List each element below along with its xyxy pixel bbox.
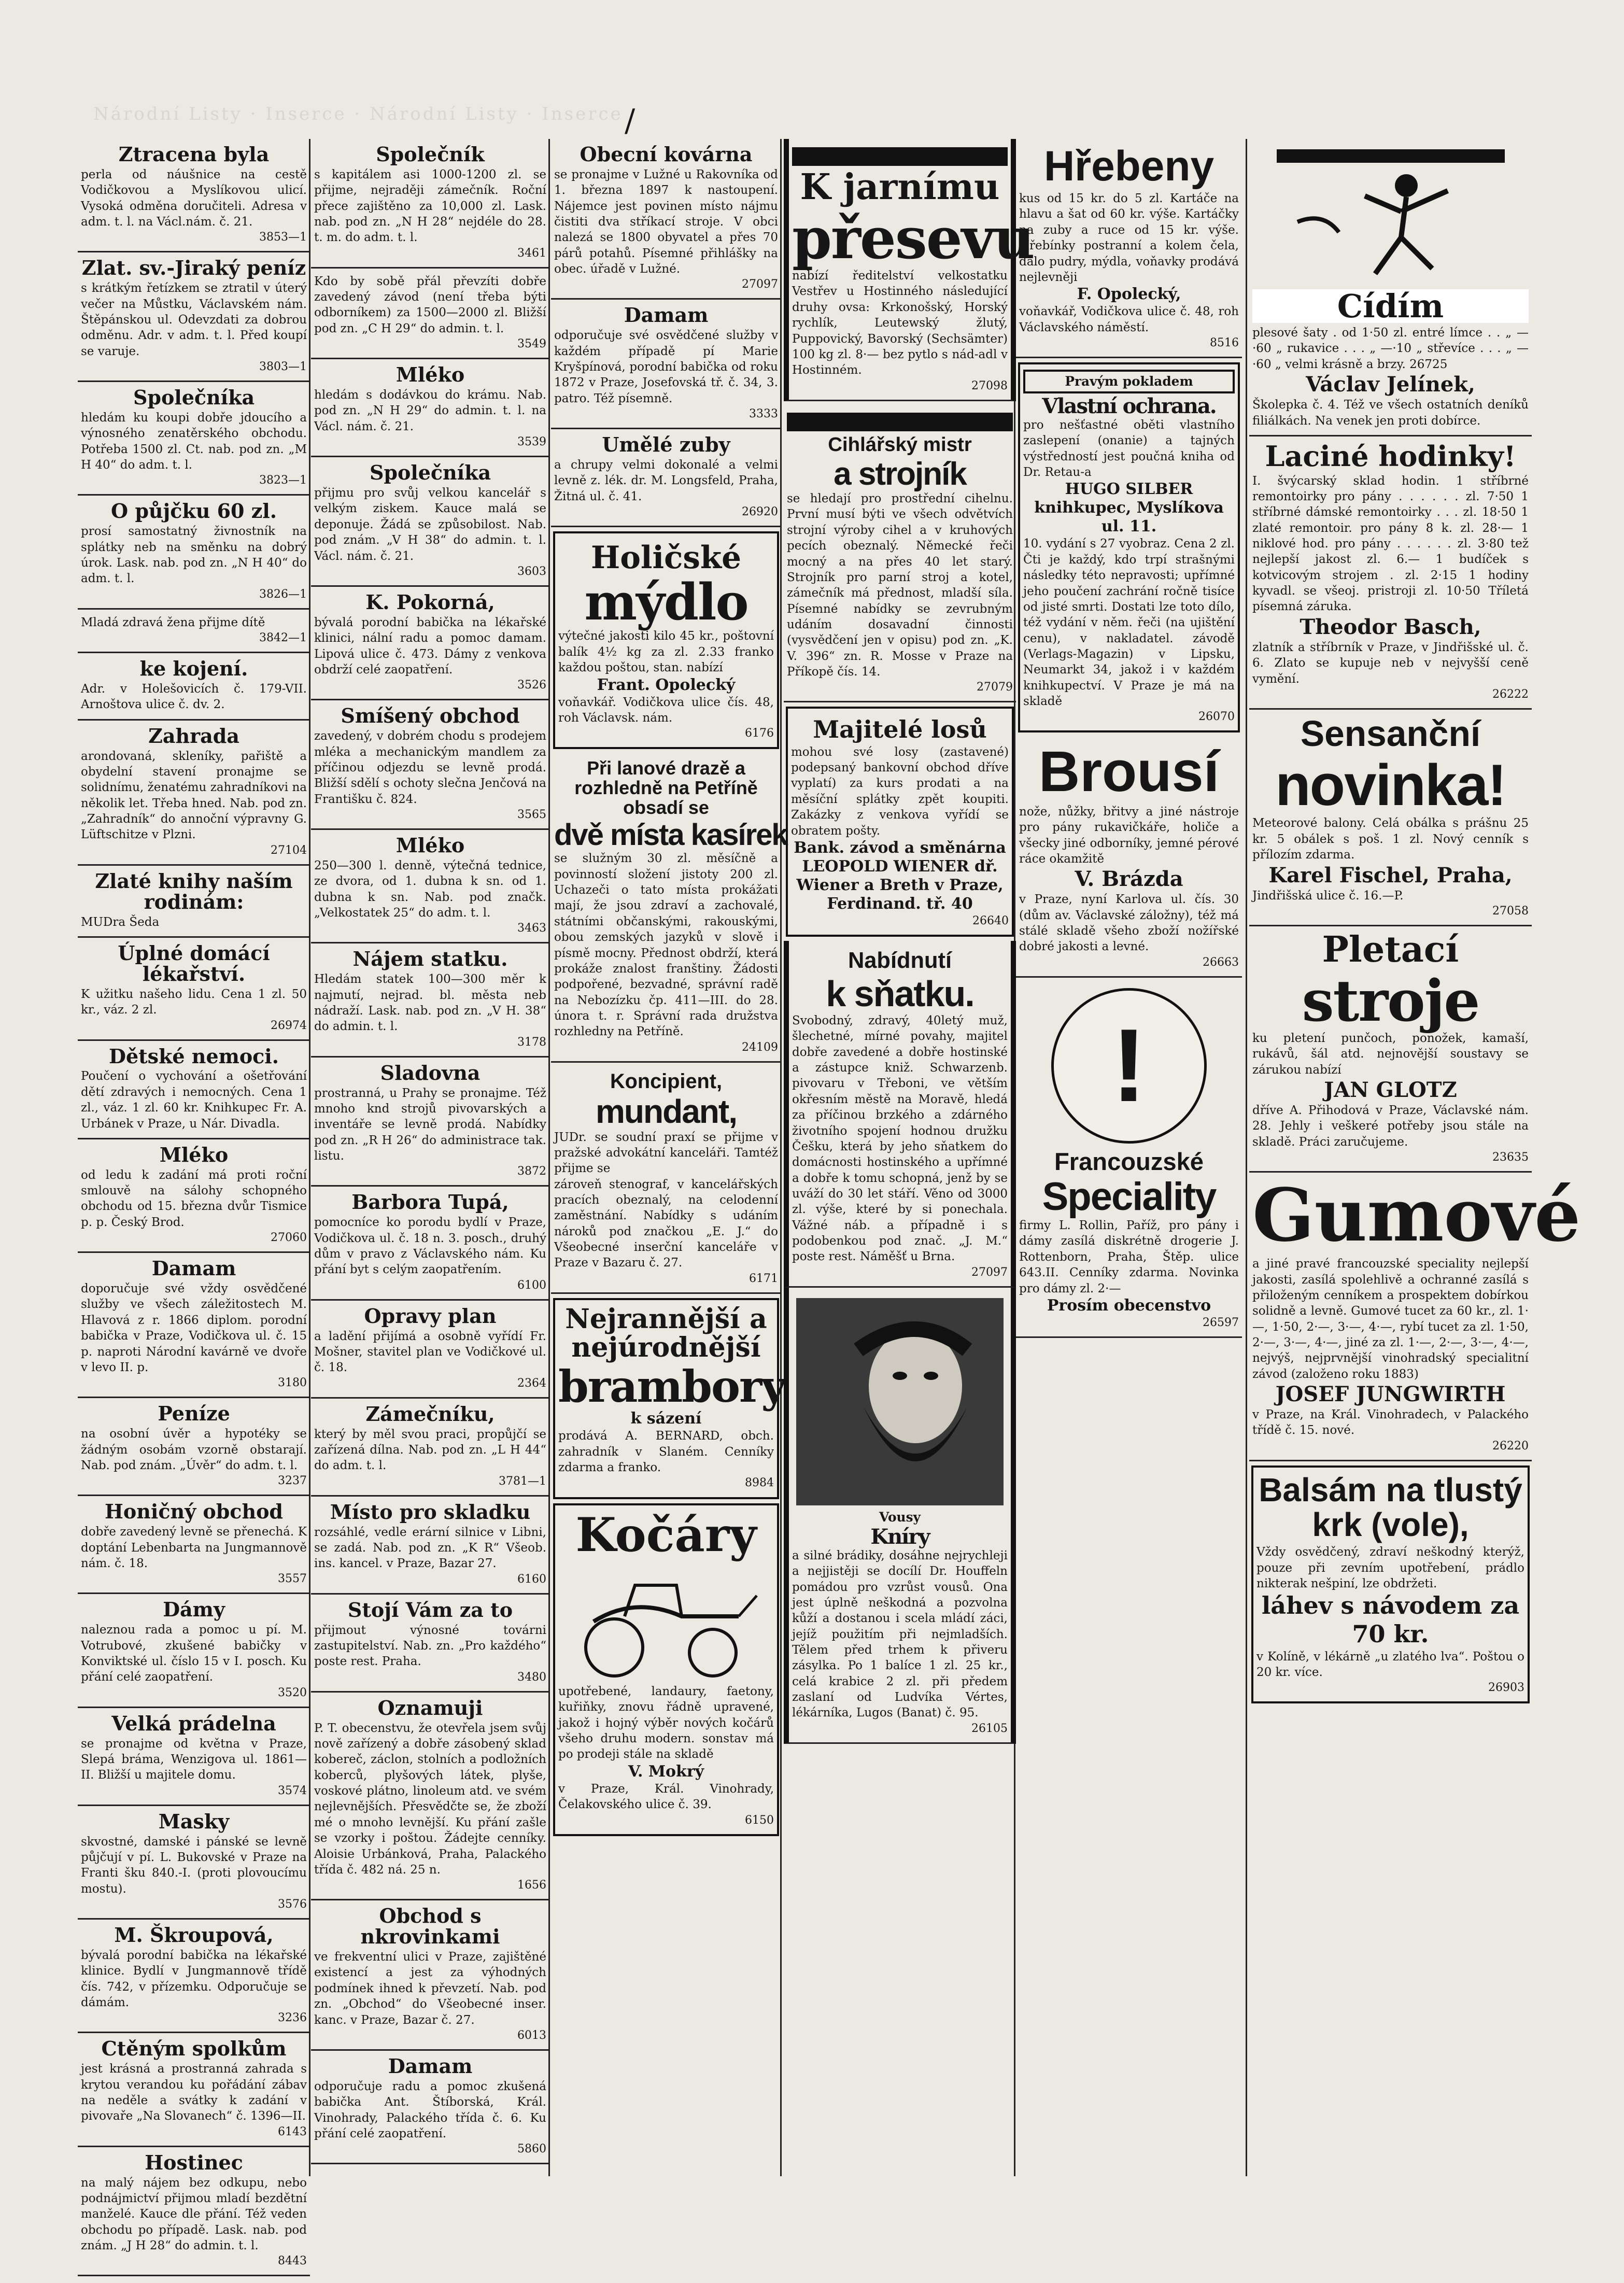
ad-heading: Společníka [369,461,491,485]
ad-heading: Ztracena byla [118,143,270,166]
ad-reference-number: 3557 [278,1572,307,1586]
ad-reference-number: 3236 [278,2011,307,2025]
classified-ad [78,1806,310,1920]
ad-heading: Honičný obchod [105,1500,283,1524]
ad-heading: Barbora Tupá, [351,1190,509,1214]
ad-heading: Francouzské [1054,1147,1204,1175]
classified-ad [78,1253,310,1398]
ad-body: a ladění přijímá a osobně vyřídí Fr. Mošner, stavitel plan ve Vodičkové ul. č. 18. [314,1329,546,1375]
ad-reference-number: 3826—1 [259,587,307,601]
classified-ad [311,1595,549,1693]
ad-body: perla od náušnice na cestě Vodičkovou a Myslíkovou ulicí. Vysoká odměna doručiteli. Adresa v adm. t. l. na Václ.nám. č. 21. [81,167,307,229]
ad-heading: Úplné domácí lékařství. [118,941,270,985]
decorative-banner [787,413,1013,431]
ad-body: jest krásná a prostranná zahrada s krytou verandou ku pořádání zábav na neděle a svátky k zadání v pivovaře „Na Slovanech“ č. 1396—II. [81,2062,307,2123]
ad-body: hledám s dodávkou do krámu. Nab. pod zn. „N H 29“ do admin. t. l. na Václ. nám. č. 21. [314,388,546,433]
ad-body: K užitku našeho lidu. Cena 1 zl. 50 kr., váz. 2 zl. [81,987,307,1017]
ad-body: a silné brádiky, dosáhne nejrychleji a nejjistěji se docílí Dr. Houffeln pomádou pro vzrůst vousů. Ona jest úplně neškodná a pozvolna kůží a dostanou i scela mládí záci, jejíž použitím při nejmladších. Tělem před trhem k přiveru zásylka. Po 1 balíce 1 zl. 25 kr., celá krabice 2 zl. při předem zaslaní od Ludvíka Vértes, lékárníka, Lugos (Banat) č. 95. [792,1548,1008,1720]
classified-ad [311,1058,549,1187]
ad-reference-number: 3781—1 [499,1474,546,1488]
column-rule [1246,139,1247,2176]
classified-ad [551,429,781,527]
ad-reference-number: 2364 [517,1376,546,1390]
ad-heading: Zahrada [148,724,239,748]
classified-ad [553,1298,786,1499]
classified-ad [78,866,310,938]
ad-reference-number: 3178 [517,1035,546,1049]
dancer-illustration [1277,149,1505,284]
ad-heading-large: brambory [558,1361,786,1413]
ad-heading-large: dvě místa kasírek [554,818,787,852]
ad-body: nabízí ředitelství velkostatku Vestřev u Hostinného následující druhy ovsa: Krkonošský, Horský rychlík, Leutewský žlutý, Puppovický, Bavorský (Sechsämter) 100 kg zl. 8·— bez pytlo s nád-adl v Hostinném. [792,269,1008,377]
classified-ad [553,531,779,749]
ad-reference-number: 3574 [278,1784,307,1797]
classified-ad [311,457,549,587]
classified-ad [1251,1465,1530,1704]
ad-heading: ke kojení. [139,657,248,681]
ad-reference-number: 6150 [745,1813,774,1827]
classified-ad [311,1900,549,2051]
ad-body: skvostné, damské i pánské se levně půjčují v pí. L. Bukovské v Praze na Franti šku 840.-I. (proti plovoucímu mostu). [81,1835,307,1896]
ad-body-continued: 10. vydání s 27 vyobraz. Cena 2 zl. Čti je každý, kdo trpí strašnými následky této nepravosti; upřímné jeho poučení zachrání ročně tisíce od jisté smrti. Dostati lze toto dílo, též vydání v něm. řeči (na ujištění cenu), v nakladatel. závodě (Verlags-Magazin) v Lipsku, Neumarkt 34, jakož i v každém knihkupectví. V Praze je má na skladě [1023,537,1235,709]
ad-body-continued: v Kolíně, v lékárně „u zlatého lva“. Poštou o 20 kr. více. [1256,1650,1524,1679]
exclamation-mark-icon: ! [1111,1007,1147,1123]
classified-ad [78,1594,310,1708]
ad-body-continued: Jindřišská ulice č. 16.—P. [1252,889,1404,903]
ad-heading: Holičské [591,540,741,576]
classified-ad [78,496,310,609]
ad-reference-number: 6176 [745,727,774,740]
ad-heading: Kočáry [575,1507,757,1562]
ad-reference-number: 3549 [517,337,546,351]
classified-ad [78,2147,310,2277]
ad-body-continued: v Praze, nyní Karlova ul. čís. 30 (dům av. Václavské záložny), též má stálé skladě všeho zboží nožířské dobré jakosti a levné. [1019,893,1239,954]
ad-body: s krátkým řetízkem se ztratil v úterý večer na Můstku, Václavském nám. Štěpánskou ul. Odevzdati za dobrou odměnu. Adr. v adm. t. l. Před koupí se varuje. [81,281,307,358]
carriage-icon [573,1565,759,1679]
ad-body-continued: zlatník a stříbrník v Praze, v Jindřišské ul. č. 6. Zlato se kupuje neb v nejvyšší ceně vymění. [1252,640,1529,686]
ad-reference-number: 3872 [517,1165,546,1178]
ad-reference-number: 27060 [271,1231,307,1245]
ad-body: odporučuje své osvědčené služby v každém případě pí Marie Kryšpínová, porodní babička od roku 1872 v Praze, Josefovská tř. č. 34, 3. patro. Též písemně. [554,329,778,405]
ad-heading-large: k sňatku. [826,973,974,1014]
ad-reference-number: 27058 [1492,904,1529,918]
classified-ad [551,300,781,429]
ad-reference-number: 6171 [749,1272,778,1285]
ad-reference-number: 6013 [517,2028,546,2042]
ad-heading: Sladovna [380,1061,481,1084]
classified-ad [311,139,549,269]
ad-heading: Nabídnutí [848,948,952,973]
advertiser-name: HUGO SILBER knihkupec, Myslíkova ul. 11. [1034,480,1224,536]
ad-body: naleznou rada a pomoc u pí. M. Votrubové, zkušené babičky v Konviktské ul. číslo 15 v I. posch. Ku přání celé zaopatření. [81,1623,307,1684]
classified-ad [311,269,549,359]
ad-heading: Gumové [1252,1173,1581,1259]
classified-ad [78,1920,310,2033]
ad-heading-large: novinka! [1275,752,1506,818]
ad-body: prostranná, u Prahy se pronajme. Též mnoho knd strojů pivovarských a inventáře se levně prodá. Nabídky pod zn. „R H 26“ do administrace tak. listu. [314,1086,546,1163]
ad-body: na osobní úvěr a hypotéky se žádným osobám vzorně obstarají. Nab. pod znám. „Úvěr“ do adm. t. l. [81,1427,307,1472]
ad-reference-number: 27097 [742,278,778,291]
ad-reference-number: 3461 [517,246,546,260]
classified-ad [1249,710,1532,926]
ad-body-continued: dříve A. Přihodová v Praze, Václavské nám. 28. Jehly i veškeré potřeby jsou stále na skladě. Práci zaručujeme. [1252,1104,1529,1149]
ad-heading: Dámy [163,1598,225,1622]
ad-body: pro nešťastné oběti vlastního zaslepení (onanie) a tajných výstředností jest poučná kniha od Dr. Retau-a [1023,418,1235,480]
ad-body-continued: voňavkář. Vodičkova ulice čís. 48, roh Václavsk. nám. [558,695,774,725]
ad-reference-number: 26920 [742,505,778,519]
ad-reference-number: 3803—1 [259,360,307,374]
classified-ad [78,721,310,866]
advertiser-name: Frant. Opolecký [597,675,736,694]
ad-heading: K jarnímu [800,166,1000,208]
ad-body: přijmu pro svůj velkou kancelář s velkým ziskem. Kauce malá se deponuje. Žádá se způsobilost. Nab. pod znám. „V H 38“ do admin. t. l. Václ. nám. č. 21. [314,486,546,563]
classified-ad [311,943,549,1057]
classified-ad [1016,139,1242,358]
ad-reference-number: 26105 [971,1722,1008,1735]
ad-body: rozsáhlé, vedle erární silnice v Libni, se zadá. Nab. pod zn. „K R“ Všeob. ins. kancel. v Praze, Bazar 27. [314,1525,546,1571]
classified-ad [551,139,781,300]
ad-reference-number: 3333 [749,407,778,421]
classified-ad [1249,1173,1581,1461]
carriage-illustration [573,1565,759,1679]
ad-reference-number: 3565 [517,808,546,821]
ad-heading: Zlaté knihy naším rodinám: [95,869,293,913]
ad-reference-number: 8443 [278,2254,307,2268]
exclamation-emblem [1051,988,1207,1144]
ad-reference-number: 3526 [517,679,546,692]
ad-reference-number: 26640 [972,914,1009,927]
ad-body: prodává A. BERNARD, obch. zahradník v Slaném. Cenníky zdarma a franko. [558,1429,774,1475]
ad-heading: Obchod s nkrovinkami [360,1904,500,1949]
classified-ad [311,587,549,700]
classified-ad [78,610,310,653]
ad-heading-large: mýdlo [584,572,748,631]
ad-heading: Zámečníku, [365,1402,495,1426]
ad-heading: Cídím [1252,289,1529,323]
ad-body: ve frekventní ulici v Praze, zajištěné existencí a jest za výhodných podmínek ihned k převzetí. Nab. pod zn. „Obchod“ do Všeobecné inser. kanc. v Praze, Bazar č. 27. [314,1950,546,2027]
ad-heading: Hřebeny [1043,143,1215,190]
classified-ad [784,139,1034,401]
ad-body: doporučuje své vždy osvědčené služby ve všech záležitostech M. Hlavová z r. 1866 diplom. porodní babička v Praze, Vodičkova ul. č. 15 p. naproti Národní kavárně ve dvoře v levo II. p. [81,1282,307,1374]
advertiser-name: láhev s návodem za 70 kr. [1261,1591,1520,1648]
ad-body: který by měl svou praci, propůjčí se zařízená dílna. Nab. pod zn. „L H 44“ do adm. t. l. [314,1427,546,1473]
ad-heading: Damam [624,303,709,327]
ad-heading: Sensanční [1300,713,1481,754]
ad-heading: O půjčku 60 zl. [111,499,277,523]
ad-body: a chrupy velmi dokonalé a velmi levně z. lék. dr. M. Longsfeld, Praha, Žitná ul. č. 41. [554,458,778,503]
ad-body: kus od 15 kr. do 5 zl. Kartáče na hlavu a šat od 60 kr. výše. Kartáčky na zuby a ruce od 15 kr. výše. Hřebínky postranní a kolem čela, dálo pudry, mýdla, voňavky prodává nejlevněji [1019,192,1239,284]
ad-body: bývalá porodní babička na lékařské klinice. Bydlí v Jungmannově třídě čís. 742, v přízemku. Odporučuje se dámám. [81,1948,307,2009]
advertiser-name: Prosím obecenstvo [1047,1296,1211,1315]
ad-heading: Nejrannější a nejúrodnější [565,1303,767,1363]
ad-body: se služným 30 zl. měsíčně a povinností složení jistoty 200 zl. Uchazeči o tato místa prokážati mají, že jsou zdraví a zachovalé, státními občanskými, rakouskými, obou zemských jazyků v slově i písmě mocny. Přednost obdrží, která prokáže znalost franštiny. Žádosti podpořené, bezvadné, správní radě na Nebozízku čp. 411—III. do 28. února t. r. Správní rada družstva rozhledny na Petříně. [554,852,778,1039]
classified-ad [311,830,549,943]
ad-reference-number: 27097 [971,1265,1008,1279]
ad-heading: Koncipient, [610,1069,722,1093]
ad-reference-number: 3520 [278,1686,307,1699]
ad-body: firmy L. Rollin, Paříž, pro pány i dámy zasílá diskrétně drogerie J. Rottenborn, Praha, Štěp. ulice 643.II. Cenníky zdarma. Novinka pro dámy zl. 2·— [1019,1219,1239,1295]
ad-reference-number: 8984 [745,1476,774,1490]
ad-heading: Společníka [133,386,255,410]
ad-heading: M. Škroupová, [114,1923,274,1947]
ad-heading: Majitelé losů [813,715,987,744]
classified-ad [311,1187,549,1300]
ad-body: na malý nájem bez odkupu, nebo podnájmictví přijmou mladí bezdětní manželé. Kauce dle přání. Též veden obchodu po případě. Lask. nab. pod znám. „J H 28“ do admin. t. l. [81,2176,307,2253]
ad-reference-number: 3853—1 [259,231,307,244]
ad-body: Adr. v Holešovicích č. 179-VII. Arnoštova ulice č. dv. 2. [81,682,307,712]
classified-ad [1016,978,1242,1338]
ad-heading: Místo pro skladku [330,1500,531,1524]
classified-ad [78,139,310,252]
classified-column-6 [1249,139,1581,1708]
ad-heading: Balsám na tlustý krk (vole), [1259,1471,1522,1543]
ad-reference-number: 3603 [517,565,546,578]
advertiser-name: JOSEF JUNGWIRTH [1275,1382,1506,1407]
ad-body: Hledám statek 100—300 měr k najmutí, nejrad. bl. města neb nádraží. Lask. nab. pod zn. „V H. 38“ do admin. t. l. [314,973,546,1034]
classified-ad [78,2033,310,2147]
ad-heading: Společník [376,143,485,166]
ad-body: ku pletení punčoch, ponožek, kamaší, rukávů, šál atd. nejnovější soustavy se zárukou nabízí [1252,1032,1529,1077]
classified-ad [311,1497,549,1595]
ad-reference-number: 3480 [517,1670,546,1684]
ad-reference-number: 24109 [742,1040,778,1054]
ad-heading: Pletací [1322,928,1459,970]
classified-ad [78,1139,310,1253]
ad-body: přijmout výnosné továrni zastupitelství. Nab. zn. „Pro každého“ poste rest. Praha. [314,1623,546,1669]
ad-heading: Mléko [396,363,465,387]
advertiser-name: Karel Fischel, Praha, [1268,863,1513,887]
classified-ad [78,382,310,496]
ad-body: upotřebené, landaury, faetony, kuřiňky, znovu řádně upravené, jakož i hojný výběr nových kočárů všeho druhu modern. sonstav má po prodeji stále na skladě [558,1685,774,1761]
classified-ad [784,1288,1016,1744]
classified-ad [1249,139,1532,436]
ad-heading-large: mundant, [596,1093,737,1131]
ad-body: Svobodný, zdravý, 40letý muž, šlechetné, mírné povahy, majitel dobře zavedené a dobře hostinské a zástupce kniž. Schwarzenb. pivovaru v Třeboni, ve větším okřesním městě na Moravě, hledá za příčinou brzkého a zdárného životního spojení hodnou družku Češku, která by jeho sňatkem do domácnosti hostinského a upřímné a dobře k tomu schopná, jenž by se uváží do 30 let stáří. Věno od 3000 zl. výše, které by si ponechala. Vážné náb. a případně i s podobenkou pod znač. „J. M.“ poste rest. Náměšť u Brna. [792,1014,1008,1264]
ad-body: hledám ku koupi dobře jdoucího a výnosného zenatěrského obchodu. Potřeba 1500 zl. Ct. nab. pod zn. „M H 40“ do adm. t. l. [81,411,307,472]
classified-ad [784,941,1016,1288]
ad-reference-number: 3842—1 [259,631,307,645]
ad-heading: Při lanové drazě a rozhledně na Petříně obsadí se [574,757,758,818]
advertiser-name: JAN GLOTZ [1324,1078,1457,1103]
classified-ad [786,707,1014,936]
classified-ad [78,1398,310,1496]
ad-body: arondovaná, skleníky, pařiště a obydelní stavení pronajme se solidnímu, ženatému zahradníkovi na několik let. Třeba hned. Nab. pod zn. „Zahradník“ do annoční výpravny G. Lüftschitze v Plzni. [81,749,307,842]
bearded-man-portrait [796,1298,1004,1505]
ad-body: se pronajme od května v Praze, Slepá bráma, Wenzigova ul. 1861—II. Bližší u majitele domu. [81,1737,307,1782]
ad-body: Kdo by sobě přál převzíti dobře zavedený závod (není třeba býti odborníkem) za 1500—2000 zl. Bližší pod zn. „C H 29“ do admin. t. l. [314,274,546,335]
advertiser-name: Bank. závod a směnárna LEOPOLD WIENER dř. Wiener a Breth v Praze, Ferdinand. tř. 40 [794,838,1006,913]
ad-body: plesové šaty . od 1·50 zl. entré límce . . „ —·60 „ rukavice . . . „ —·10 „ střevíce . . . „ —·60 „ velmi krásně a brzy. 26725 [1252,326,1529,371]
ad-body: výtečné jakosti kilo 45 kr., poštovní balík 4½ kg za zl. 2.33 franko každou poštou, stan. nabízí [558,629,774,675]
classified-ad [311,1399,549,1497]
ad-reference-number: 8516 [1210,336,1239,349]
ad-heading: Velká prádelna [111,1711,276,1735]
ad-body-continued: voňavkář, Vodičkova ulice č. 48, roh Václavského náměstí. [1019,305,1239,334]
ad-reference-number: 3237 [278,1474,307,1488]
classified-column-3 [551,139,787,1840]
ad-body: Meteorové balony. Celá obálka s prášnu 25 kr. 5 obálek s poš. 1 zl. Nový cenník s přílozím zdarma. [1252,816,1529,862]
ad-reference-number: 26222 [1492,687,1529,701]
ad-heading: Smíšený obchod [341,704,520,728]
classified-ad [78,938,310,1041]
ad-body: a jiné pravé francouzské speciality nejlepší jakosti, zasílá spolehlivě a ochranné zasílá s přiloženým cenníkem a prospektem dobírkou solidně a levně. Gumové tucet za 60 kr., zl. 1·—, 1·50, 2·—, 3·—, 4·—, rybí tucet za zl. 1·50, 2·—, 3·—, 4·—, jiné za zl. 1·—, 2·—, 3·—, 4·—, nejvýš, nejprvnější vinohradský specialitní závod (založeno roku 1883) [1252,1257,1529,1381]
ad-body: nože, nůžky, břitvy a jiné nástroje pro pány rukavičkáře, holiče a všecky jiné odborníky, jemné pérové ráce okamžitě [1019,805,1239,866]
ad-heading: Stojí Vám za to [347,1598,513,1622]
classified-ad [78,653,310,721]
classified-ad [311,700,549,830]
ad-reference-number: 3539 [517,435,546,449]
ad-subheading: k sázení [630,1410,702,1428]
ad-reference-number: 3180 [278,1376,307,1390]
ad-body: se pronajme v Lužné u Rakovníka od 1. března 1897 k nastoupení. Nájemce jest povinen místo nájmu čistiti dva stříkací stroje. V obci nalezá se 1800 obyvatel a přes 70 párů potahů. Písemné přihlášky na obec. úřadě v Lužné. [554,167,778,276]
ad-reference-number: 26903 [1488,1681,1524,1695]
ad-heading: Mléko [159,1143,229,1166]
ad-heading: Damam [388,2054,473,2078]
classified-ad [78,1708,310,1806]
classified-ad [551,1063,781,1294]
ad-body-continued: v Praze, Král. Vinohrady, Čelakovského ulice č. 39. [558,1782,774,1812]
dancer-icon [1277,149,1505,284]
ad-body: MUDra Šeda [81,915,160,929]
advertiser-name: F. Opolecký, [1077,285,1181,304]
classified-ad [1018,362,1240,732]
ad-heading: Zlat. sv.-Jiraký peníz [81,256,306,280]
ad-reference-number: 3576 [278,1898,307,1911]
classified-column-5 [1016,139,1242,1338]
ad-reference-number: 6100 [517,1278,546,1292]
ad-heading: Pravým pokladem [1023,370,1235,393]
ad-heading-large: Vlastní ochrana. [1042,394,1216,419]
ad-body: Vždy osvědčený, zdraví neškodný kterýž, pouze při zevním upotřebení, prádlo nikterak nešpiní, lze obdržeti. [1256,1545,1524,1590]
ad-heading: Ctěným spolkům [101,2037,287,2061]
ad-body: zavedený, v dobrém chodu s prodejem mléka a mechanickým mandlem za příčinou odjezdu se levně prodá. Bližší sdělí s ochoty slečna Jenčová na Františku č. 824. [314,729,546,806]
ad-heading: Peníze [158,1402,230,1426]
ad-reference-number: 1656 [517,1879,546,1892]
ad-heading: Laciné hodinky! [1265,439,1516,473]
decorative-banner [792,147,1008,166]
ad-reference-number: 23635 [1492,1151,1529,1164]
ad-heading-large: Kníry [870,1524,929,1549]
ad-body: JUDr. se soudní praxí se přijme v pražské advokátní kanceláři. Tamtéž přijme se [554,1130,778,1176]
ad-body: bývalá porodní babička na lékařské klinici, nální radu a pomoc damam. Lipová ulice č. 473. Dámy z venkova obdrží celé zaopatření. [314,615,546,677]
ad-body: odporučuje radu a pomoc zkušená babička Ant. Štíborská, Král. Vinohrady, Palackého třída č. 6. Ku přání celé zaopatření. [314,2079,546,2140]
ad-heading: Oznamuji [377,1696,483,1720]
ad-heading: Hostinec [145,2150,243,2174]
ad-reference-number: 27104 [271,843,307,857]
ad-reference-number: 26663 [1203,955,1239,969]
advertiser-name: Theodor Basch, [1300,614,1481,639]
classified-column-4 [784,139,1034,1744]
ad-heading: Brousí [1038,740,1220,804]
classified-ad [311,1301,549,1399]
ad-heading: Obecní kovárna [580,143,753,166]
bleed-through-header: Národní Listy · Inserce · Národní Listy · Inserce [93,104,623,124]
ad-body: mohou své losy (zastavené) podepsaný bankovní obchod dříve vyplatí) za kurs prodati a na měsíční splátky zpět koupiti. Zakázky z venkova vyřídí se obratem pošty. [791,745,1009,838]
margin-mark: / [625,103,636,139]
ad-heading-large: Speciality [1042,1175,1216,1219]
portrait-icon [796,1298,1004,1505]
ad-body: od ledu k zadání má proti roční smlouvě na sálohy schopného obchodu od 15. března dvůr Tismice p. p. Český Brod. [81,1168,307,1229]
advertiser-name: Václav Jelínek, [1306,372,1475,397]
ad-heading: Masky [158,1809,230,1833]
ad-body-continued: zároveň stenograf, v kancelářských pracích obeznalý, na celodenní zaměstnání. Nabídky s udáním nároků pod značkou „E. J.“ do Všeobecné inserční kanceláře v Praze v Bazaru č. 27. [554,1177,778,1270]
ad-heading: Opravy plan [364,1304,497,1328]
ad-reference-number: 3463 [517,922,546,935]
ad-reference-number: 26597 [1203,1316,1239,1329]
classified-ad [1249,926,1532,1173]
classified-ad [551,753,787,1062]
ad-heading-large: stroje [1302,967,1479,1034]
ad-body: Mladá zdravá žena přijme dítě [81,615,265,629]
ad-body: I. švýcarský sklad hodin. 1 stříbrné remontoirky pro pány . . . . . . zl. 7·50 1 stříbrné dámské remontoirky . . . zl. 18·50 1 zlaté remontoir. pro pány 8 k. zl. 28·— 1 niklové hod. pro pány . . . . . . zl. 3·80 tež nejlepší jakost zl. 6.— 1 budíček s kotvicovým strojem . zl. 2·15 1 hodiny kyvadl. se všeoj. pristroji zl. 10·50 Tříletá písemná záruka. [1252,474,1529,614]
classified-ad [78,252,310,382]
ad-body: Poučení o vychování a ošetřování dětí zdravých i nemocných. Cena 1 zl., váz. 1 zl. 60 kr. Knihkupec Fr. A. Urbánek v Praze, u Nár. Divadla. [81,1069,307,1131]
classified-column-2 [311,139,549,2164]
ad-body: s kapitálem asi 1000-1200 zl. se přijme, nejraději zámečník. Roční přece zajištěno za 10,000 zl. Lask. nab. pod zn. „N H 28“ nejdéle do 28. t. m. do adm. t. l. [314,167,546,245]
classified-column-1 [78,139,310,2276]
ad-body: dobře zavedený levně se přenechá. K doptání Lebenbarta na Jungmannově nám. č. 18. [81,1525,307,1570]
classified-ad [78,1496,310,1594]
ad-reference-number: 27098 [971,379,1008,392]
ad-reference-number: 6143 [278,2125,307,2138]
ad-heading: Umělé zuby [602,433,730,457]
classified-ad [784,401,1016,703]
ad-body-continued: v Praze, na Král. Vinohradech, v Palackého třídě č. 15. nové. [1252,1408,1529,1438]
classified-ad [311,2051,549,2164]
ad-reference-number: 6160 [517,1572,546,1586]
classified-ad [311,359,549,457]
ad-heading: K. Pokorná, [365,590,495,614]
ad-reference-number: 27079 [977,681,1013,694]
ad-body: P. T. obecenstvu, že otevřela jsem svůj nově zařízený a dobře zásobený sklad kobereč, záclon, stolních a podložních koberců, plyšových látek, plyše, voskové plátno, linoleum atd. ve svém nejlevnějších. Přesvědčte se, že zboží mé o mnoho levnější. Ku přání zašle se vzorky i poštou. Žádejte cenníky. Aloisie Urbánková, Praha, Palackého třída č. 482 ná. 25 n. [314,1721,546,1877]
ad-heading: Nájem statku. [352,947,508,971]
ad-heading: Damam [151,1257,236,1280]
ad-heading: Mléko [396,833,465,857]
advertiser-name: V. Mokrý [628,1762,704,1781]
ad-reference-number: 26070 [1198,710,1235,724]
ad-reference-number: 5860 [517,2143,546,2156]
ad-heading: Dětské nemoci. [109,1044,279,1068]
classified-ad [553,1503,779,1836]
ad-heading: Cihlářský mistr [828,433,972,456]
ad-reference-number: 3823—1 [259,474,307,487]
ad-heading-large: přesevu [792,204,1034,272]
ad-heading-large: a strojník [834,456,966,492]
classified-ad [1016,737,1242,977]
ad-body: se hledají pro prostřední cihelnu. První musí býti ve všech odvětvích strojní výroby cihel a v kruhových pecích obeznalý. Německé řeči mocný a na přes 40 let starý. Strojník pro parní stroj a kotel, zámečník má přednost, mladší síla. Písemné nabídky se zevrubným udáním dosavadní činnosti (vysvědčení jen v opisu) pod zn. „K. V. 396“ zn. R. Mosse v Praze na Příkopě čís. 14. [787,492,1013,679]
ad-reference-number: 26220 [1492,1439,1529,1453]
ad-heading: Vousy [879,1509,921,1525]
classified-ad [78,1041,310,1139]
ad-body-continued: Školepka č. 4. Též ve všech ostatních deníků filiálkách. Na venek jen proti dobírce. [1252,398,1529,428]
classified-ad [1249,436,1532,710]
classified-ad [311,1693,549,1901]
ad-body: pomocníce ko porodu bydlí v Praze, Vodičkova ul. č. 18 n. 3. posch., druhý dům v pravo z Václavského nám. Ku přání byt s celým zaopatřením. [314,1216,546,1277]
ad-reference-number: 26974 [271,1019,307,1032]
advertiser-name: V. Brázda [1075,867,1183,892]
ad-body: 250—300 l. denně, výtečná tednice, ze dvora, od 1. dubna k sn. od 1. dubna k sn. Nab. pod značk. „Velkostatek 25“ do adm. t. l. [314,858,546,920]
ad-body: prosí samostatný živnostník na splátky neb na směnku na dobrý úrok. Lask. nab. pod zn. „N H 40“ do adm. t. l. [81,525,307,586]
